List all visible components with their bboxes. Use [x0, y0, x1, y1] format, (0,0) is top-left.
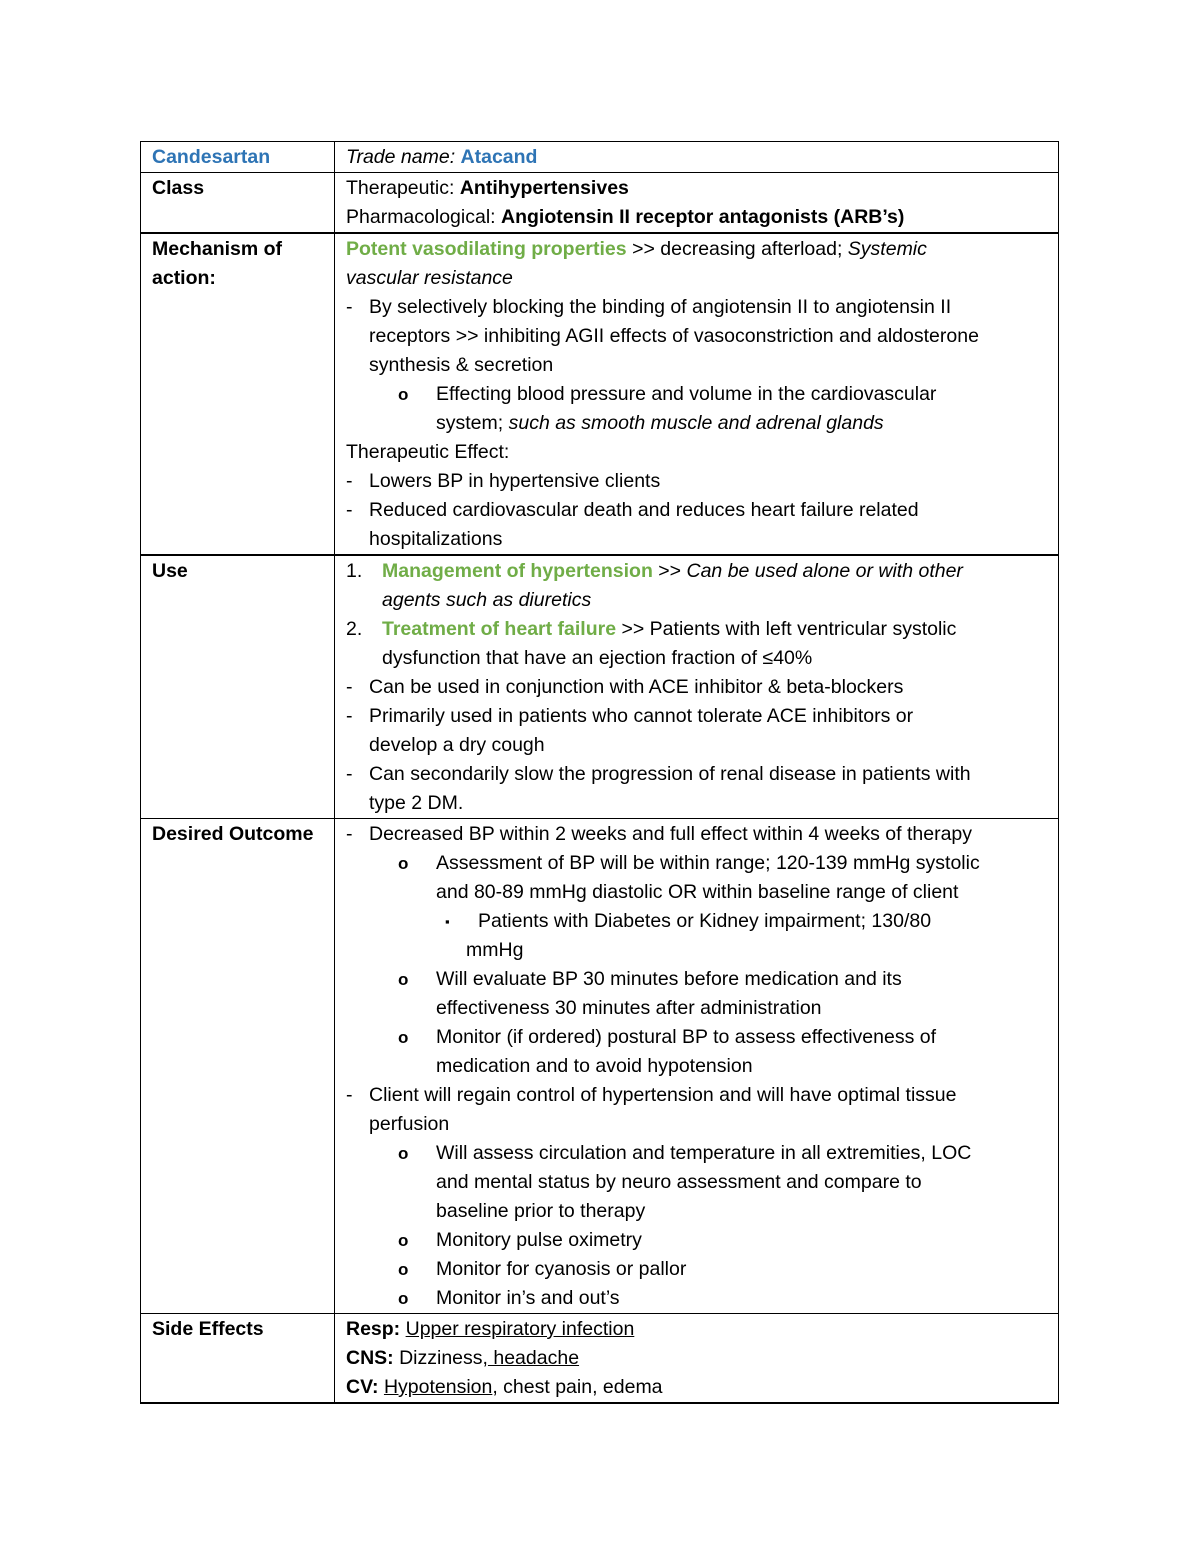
drug-card-table — [140, 141, 1059, 1404]
square-bullet: ▪ — [445, 914, 450, 929]
mechanism-bullet1-line2: receptors >> inhibiting AGII effects of vasoconstriction and aldosterone — [369, 325, 979, 347]
outcome-b1-s1-line1: Assessment of BP will be within range; 120-139 mmHg systolic — [436, 852, 980, 874]
mechanism-sub1-line2: system; — [436, 412, 504, 434]
list-item — [346, 293, 1052, 380]
class-label-cell — [141, 173, 335, 234]
dash-bullet: - — [346, 499, 353, 521]
outcome-b1-s1-t1-line2: mmHg — [466, 939, 524, 961]
header-row — [141, 142, 1059, 173]
use-item1-highlight: Management of hypertension — [382, 560, 653, 582]
use-bullet1: Can be used in conjunction with ACE inhibitor & beta-blockers — [369, 676, 904, 698]
outcome-b2-line2: perfusion — [369, 1113, 450, 1135]
mechanism-bullet1-line1: By selectively blocking the binding of angiotensin II to angiotensin II — [369, 296, 952, 318]
resp-value: Upper respiratory infection — [405, 1318, 635, 1340]
dash-bullet: - — [346, 676, 353, 698]
dash-bullet: - — [346, 296, 353, 318]
use-bullet2-line1: Primarily used in patients who cannot tolerate ACE inhibitors or — [369, 705, 914, 727]
dash-bullet: - — [346, 823, 353, 845]
circle-bullet: o — [398, 385, 409, 404]
outcome-b1-s2-line1: Will evaluate BP 30 minutes before medication and its — [436, 968, 902, 990]
outcome-b2-s4: Monitor in’s and out’s — [436, 1287, 620, 1309]
outcome-b1-s1-line2: and 80-89 mmHg diastolic OR within baseline range of client — [436, 881, 959, 903]
mechanism-label-cell — [141, 233, 335, 555]
therapeutic-class — [346, 174, 1052, 203]
therapeutic-effect-heading: Therapeutic Effect: — [346, 441, 510, 463]
list-item — [346, 1023, 1052, 1081]
list-item — [346, 380, 1052, 438]
trade-name-label: Trade name: — [346, 146, 456, 168]
use-row — [141, 555, 1059, 819]
pharmacological-class — [346, 203, 1052, 232]
cv-text: , chest pain, edema — [492, 1376, 663, 1398]
list-item — [346, 1081, 1052, 1139]
use-bullet2-line2: develop a dry cough — [369, 734, 545, 756]
circle-bullet: o — [398, 1028, 409, 1047]
outcome-b2-s3: Monitor for cyanosis or pallor — [436, 1258, 687, 1280]
mechanism-sub1-italic: such as smooth muscle and adrenal glands — [508, 412, 884, 434]
outcome-b2-s1-line3: baseline prior to therapy — [436, 1200, 646, 1222]
mechanism-intro-text: >> decreasing afterload; — [632, 238, 843, 260]
circle-bullet: o — [398, 1144, 409, 1163]
list-item — [346, 1139, 1052, 1226]
therapeutic-class-value: Antihypertensives — [459, 177, 629, 199]
circle-bullet: o — [398, 1231, 409, 1250]
side-effect-cns — [346, 1344, 1052, 1373]
drug-name-cell — [141, 142, 335, 173]
class-row — [141, 173, 1059, 234]
circle-bullet: o — [398, 1260, 409, 1279]
use-item1-italic-1: Can be used alone or with other — [686, 560, 963, 582]
outcome-content-cell — [335, 819, 1059, 1314]
class-content-cell — [335, 173, 1059, 234]
list-item — [346, 820, 1052, 849]
list-item — [346, 467, 1052, 496]
list-item — [346, 702, 1052, 760]
class-label: Class — [152, 177, 205, 199]
use-item1-italic-2: agents such as diuretics — [382, 589, 592, 611]
side-effects-row — [141, 1314, 1059, 1404]
effect2-line1: Reduced cardiovascular death and reduces heart failure related — [369, 499, 919, 521]
outcome-row — [141, 819, 1059, 1314]
outcome-b1-s2-line2: effectiveness 30 minutes after administration — [436, 997, 822, 1019]
effect1: Lowers BP in hypertensive clients — [369, 470, 661, 492]
mechanism-intro — [346, 235, 1052, 264]
mechanism-label-line2: action: — [152, 267, 216, 289]
use-content-cell — [335, 555, 1059, 819]
cv-underlined: Hypotension — [383, 1376, 493, 1398]
circle-bullet: o — [398, 970, 409, 989]
use-item2-text-2: dysfunction that have an ejection fraction of ≤40% — [382, 647, 813, 669]
resp-label: Resp: — [346, 1318, 401, 1340]
list-item — [346, 965, 1052, 1023]
cns-underlined: headache — [487, 1347, 580, 1369]
mechanism-bullet1-line3: synthesis & secretion — [369, 354, 554, 376]
drug-name: Candesartan — [152, 146, 271, 168]
outcome-label: Desired Outcome — [152, 823, 314, 845]
use-bullet3-line2: type 2 DM. — [369, 792, 464, 814]
outcome-b1-s3-line2: medication and to avoid hypotension — [436, 1055, 753, 1077]
trade-name-cell — [335, 142, 1059, 173]
outcome-b2-s1-line2: and mental status by neuro assessment and compare to — [436, 1171, 922, 1193]
use-label: Use — [152, 560, 188, 582]
mechanism-intro-italic-2: vascular resistance — [346, 267, 513, 289]
mechanism-label-line1: Mechanism of — [152, 238, 283, 260]
outcome-b2-line1: Client will regain control of hypertension and will have optimal tissue — [369, 1084, 957, 1106]
side-effects-label-cell — [141, 1314, 335, 1404]
list-item — [346, 760, 1052, 818]
circle-bullet: o — [398, 1289, 409, 1308]
outcome-b1-s1-t1-line1: Patients with Diabetes or Kidney impairment; 130/80 — [478, 910, 932, 932]
side-effect-cv — [346, 1373, 1052, 1402]
list-item — [346, 615, 1052, 673]
list-item — [346, 1226, 1052, 1255]
number-marker: 2. — [346, 618, 363, 640]
dash-bullet: - — [346, 1084, 353, 1106]
mechanism-intro-italic-1: Systemic — [847, 238, 927, 260]
side-effects-label: Side Effects — [152, 1318, 264, 1340]
side-effects-content-cell — [335, 1314, 1059, 1404]
cns-text: Dizziness, — [399, 1347, 488, 1369]
list-item — [346, 1284, 1052, 1313]
effect2-line2: hospitalizations — [369, 528, 503, 550]
cns-label: CNS: — [346, 1347, 394, 1369]
outcome-b1: Decreased BP within 2 weeks and full effect within 4 weeks of therapy — [369, 823, 973, 845]
therapeutic-class-label: Therapeutic: — [346, 177, 455, 199]
list-item — [346, 557, 1052, 615]
use-item2-text-1: >> Patients with left ventricular systolic — [621, 618, 957, 640]
pharmacological-class-label: Pharmacological: — [346, 206, 496, 228]
list-item — [346, 673, 1052, 702]
side-effect-resp — [346, 1315, 1052, 1344]
mechanism-sub1-line1: Effecting blood pressure and volume in the cardiovascular — [436, 383, 937, 405]
mechanism-row — [141, 233, 1059, 555]
trade-name: Atacand — [460, 146, 538, 168]
outcome-b2-s1-line1: Will assess circulation and temperature in all extremities, LOC — [436, 1142, 972, 1164]
use-item1-text: >> — [658, 560, 682, 582]
number-marker: 1. — [346, 560, 363, 582]
outcome-label-cell — [141, 819, 335, 1314]
use-item2-highlight: Treatment of heart failure — [382, 618, 617, 640]
list-item — [346, 1255, 1052, 1284]
pharmacological-class-value: Angiotensin II receptor antagonists (ARB’s) — [501, 206, 905, 228]
mechanism-highlight: Potent vasodilating properties — [346, 238, 627, 260]
list-item — [346, 849, 1052, 907]
list-item — [346, 907, 1052, 965]
dash-bullet: - — [346, 763, 353, 785]
use-label-cell — [141, 555, 335, 819]
list-item — [346, 496, 1052, 554]
mechanism-content-cell — [335, 233, 1059, 555]
dash-bullet: - — [346, 705, 353, 727]
outcome-b1-s3-line1: Monitor (if ordered) postural BP to assess effectiveness of — [436, 1026, 937, 1048]
circle-bullet: o — [398, 854, 409, 873]
dash-bullet: - — [346, 470, 353, 492]
cv-label: CV: — [346, 1376, 379, 1398]
use-bullet3-line1: Can secondarily slow the progression of renal disease in patients with — [369, 763, 971, 785]
outcome-b2-s2: Monitory pulse oximetry — [436, 1229, 642, 1251]
